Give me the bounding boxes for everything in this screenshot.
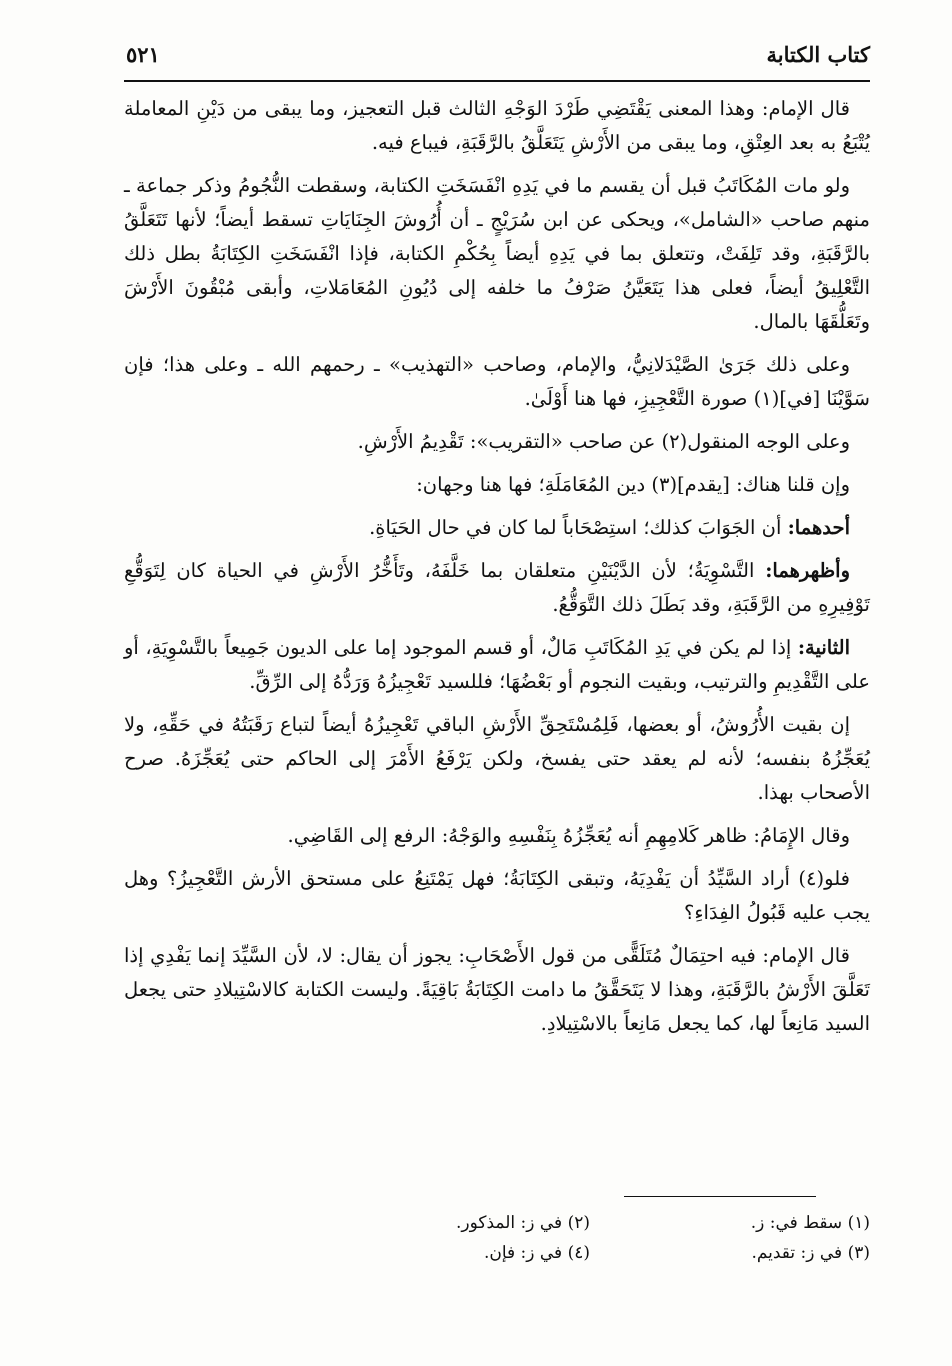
paragraph-lead: وأظهرهما: xyxy=(765,559,850,582)
footnote: (٤) في ز: فإن. xyxy=(483,1243,590,1263)
paragraph: إن بقيت الأُرُوشُ، أو بعضها، فَلِمُسْتَحِقِّ الأَرْشِ الباقي تَعْجِيزُهُ أيضاً لتباع رَقَبَتُهُ في حَقِّهِ، ولا يُعَجِّزُهُ بنفسه؛ لأنه لم يعقد حتى يفسخ، ولكن يَرْفَعُ الأَمْرَ إلى الحاكم حتى يُعَجِّزَهُ. صرح الأصحاب بهذا. xyxy=(124,713,870,804)
paragraph: وعلى الوجه المنقول(٢) عن صاحب «التقريب»: تَقْدِيمُ الأَرْشِ. xyxy=(357,430,850,453)
paragraph: فلو(٤) أراد السَّيِّدُ أن يَفْدِيَهُ، وتبقى الكِتَابَةُ؛ فهل يَمْتَنِعُ على مستحق الأرش التَّعْجِيزُ؟ وهل يجب عليه قَبُولُ الفِدَاءِ؟ xyxy=(124,867,870,924)
header-divider xyxy=(124,80,870,82)
paragraph: ولو مات المُكَاتَبُ قبل أن يقسم ما في يَدِهِ انْفَسَخَتِ الكتابة، وسقطت النُّجُومُ وذكر جماعة ـ منهم صاحب «الشامل»، ويحكى عن ابن سُرَيْجٍ ـ أن أُرُوشَ الجِنَايَاتِ تسقط أيضاً؛ لأنها تَتَعَلَّقُ بالرَّقَبَةِ، وقد تَلِفَتْ، وتتعلق بما في يَدِهِ أيضاً بِحُكْمِ الكتابة، فإذا انْفَسَخَتِ الكِتَابَةُ بطل ذلك التَّعْلِيقُ أيضاً، فعلى هذا يَتَعَيَّنُ صَرْفُ ما خلفه إلى دُيُونِ المُعَامَلاتِ، وأبقى مُبْقُونَ الأَرْشَ وتَعَلُّقَهَا بالمال. xyxy=(124,174,870,333)
footnotes xyxy=(300,1208,870,1268)
running-title: كتاب الكتابة xyxy=(766,41,870,67)
footnote: (٣) في ز: تقديم. xyxy=(751,1243,870,1263)
footnote: (١) سقط في: ز. xyxy=(750,1213,870,1233)
paragraph: قال الإمام: وهذا المعنى يَقْتَضِي طَرْدَ الوَجْهِ الثالث قبل التعجيز، وما يبقى من دَيْنِ المعاملة يُتْبَعُ به بعد العِتْقِ، وما يبقى من الأَرْشِ يَتَعَلَّقُ بالرَّقَبَةِ، فيباع فيه. xyxy=(124,97,870,154)
paragraph: وقال الإِمَامُ: ظاهر كَلامِهِمِ أنه يُعَجِّزُهُ بِنَفْسِهِ والوَجْهُ: الرفع إلى القَاضِي. xyxy=(287,824,850,847)
paragraph: وعلى ذلك جَرَىٰ الصَّيْدَلانِيُّ، والإمام، وصاحب «التهذيب» ـ رحمهم الله ـ وعلى هذا؛ فإن سَوَّيْنَا [في](١) صورة التَّعْجِيزِ، فها هنا أَوْلَىٰ. xyxy=(124,353,870,410)
paragraph: قال الإمام: فيه احتِمَالٌ مُتَلَقًّى من قول الأَصْحَابِ: يجوز أن يقال: لا، لأن السَّيِّدَ إنما يَفْدِي إذا تَعَلَّقَ الأَرْشُ بالرَّقَبَةِ، وهذا لا يَتَحَقَّقُ ما دامت الكِتَابَةُ بَاقِيَةً. وليست الكتابة كالاسْتِيلادِ حتى يجعل السيد مَانِعاً لها، كما يجعل مَانِعاً بالاسْتِيلادِ. xyxy=(124,944,870,1035)
paragraph: وإن قلنا هناك: [يقدم](٣) دين المُعَامَلَةِ؛ فها هنا وجهان: xyxy=(416,473,850,496)
footnote-row xyxy=(300,1208,870,1238)
page-number: ٥٢١ xyxy=(126,41,160,67)
paragraph-lead: الثانية: xyxy=(797,636,850,659)
paragraph-lead: أحدهما: xyxy=(787,516,850,539)
page-header xyxy=(126,34,870,74)
main-text xyxy=(124,92,870,1050)
footnote-divider xyxy=(624,1196,816,1197)
paragraph: أحدهما: أن الجَوَابَ كذلك؛ استِصْحَاباً لما كان في حال الحَيَاةِ. xyxy=(369,516,850,539)
footnote: (٢) في ز: المذكور. xyxy=(455,1213,590,1233)
paragraph: الثانية: إذا لم يكن في يَدِ المُكَاتَبِ مَالٌ، أو قسم الموجود إما على الديون جَمِيعاً بالتَّسْوِيَةِ، أو على التَّقْدِيمِ والترتيب، وبقيت النجوم أو بَعْضُهَا؛ فللسيد تَعْجِيزُهُ وَرَدُّهُ إلى الرِّقِّ. xyxy=(124,636,870,693)
paragraph: وأظهرهما: التَّسْوِيَةُ؛ لأن الدَّيْنَيْنِ متعلقان بما خَلَّفَهُ، وتَأَخُّرُ الأَرْشِ في الحياة كان لِتَوَقُّعِ تَوْفِيرِهِ من الرَّقَبَةِ، وقد بَطَلَ ذلك التَّوَقُّعُ. xyxy=(124,559,870,616)
footnote-row xyxy=(300,1238,870,1268)
